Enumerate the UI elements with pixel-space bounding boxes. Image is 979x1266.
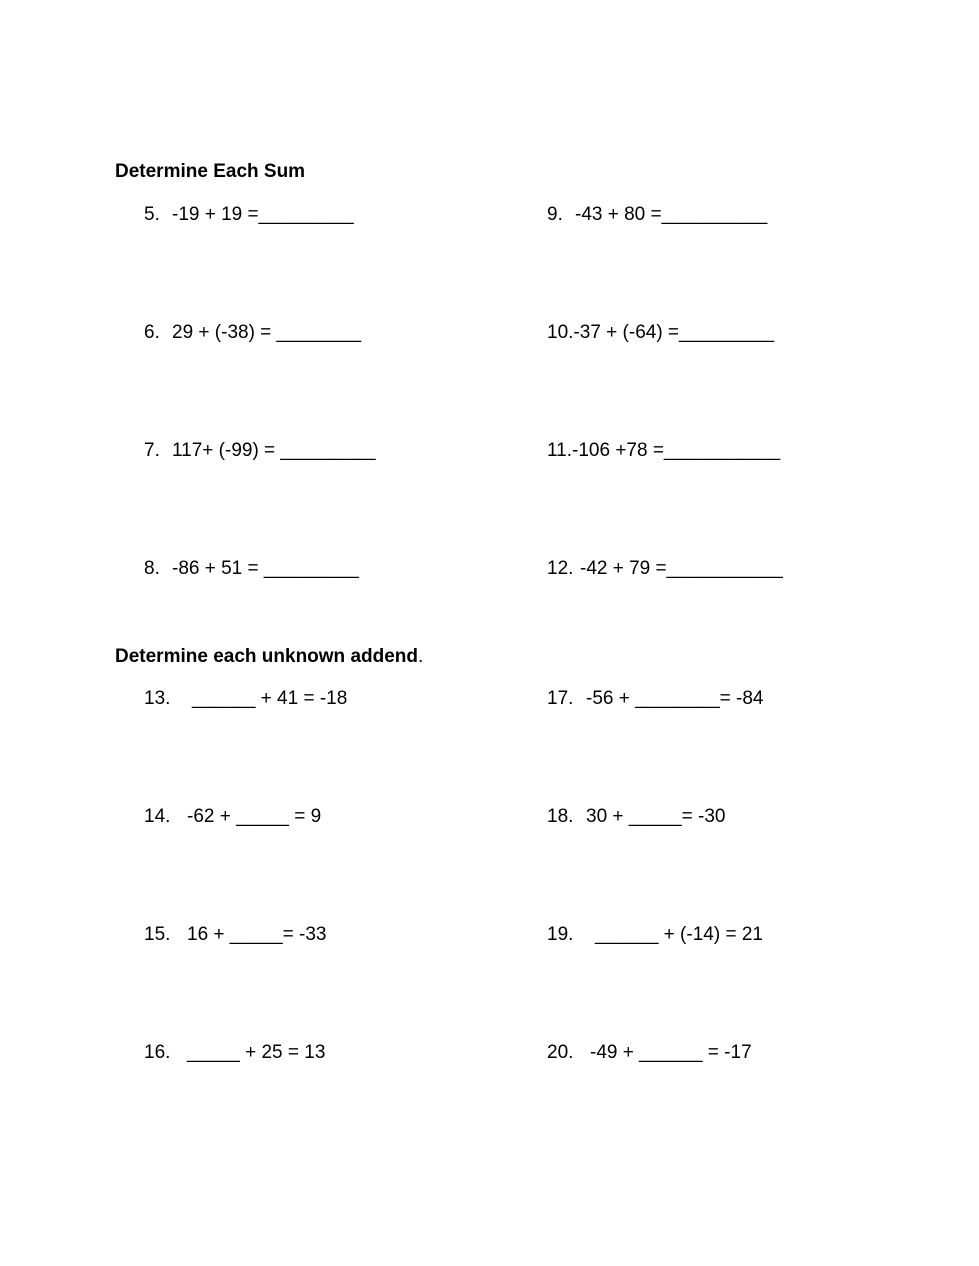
problem-expression: 29 + (-38) = ________ [172,322,362,343]
problem-number: 8. [144,558,160,579]
problem-19 [547,925,763,944]
problem-number: 13. [144,688,171,709]
problem-expression: -43 + 80 =__________ [575,204,768,225]
problem-expression: ______ + 41 = -18 [192,688,348,709]
problem-number: 15. [144,924,171,945]
heading-text: Determine each unknown addend [115,646,418,667]
problem-expression: -106 +78 =___________ [572,440,781,461]
problem-8 [144,559,359,578]
problem-7 [144,441,376,460]
problem-expression: -49 + ______ = -17 [590,1042,752,1063]
problem-number: 20. [547,1042,574,1063]
problem-17 [547,689,764,708]
problem-number: 19. [547,924,574,945]
problem-number: 9. [547,204,563,225]
problem-number: 12. [547,558,574,579]
problem-15 [144,925,326,944]
problem-expression: -86 + 51 = _________ [172,558,360,579]
problem-number: 17. [547,688,574,709]
problem-12 [547,559,783,578]
problem-number: 6. [144,322,160,343]
problem-expression: 117+ (-99) = _________ [172,440,376,461]
problem-number: 10. [547,322,574,343]
problem-9 [547,205,767,224]
problem-expression: -19 + 19 =_________ [172,204,354,225]
problem-expression: 30 + _____= -30 [586,806,726,827]
section-heading-sums [115,162,305,181]
problem-expression: 16 + _____= -33 [187,924,327,945]
problem-number: 14. [144,806,171,827]
problem-11 [547,441,780,460]
heading-text: Determine Each Sum [115,161,306,182]
problem-6 [144,323,361,342]
problem-number: 7. [144,440,160,461]
problem-expression: -37 + (-64) =_________ [573,322,775,343]
problem-number: 11. [547,440,573,461]
problem-13 [144,689,347,708]
problem-14 [144,807,321,826]
problem-16 [144,1043,325,1062]
problem-expression: -42 + 79 =___________ [580,558,783,579]
heading-suffix: . [418,646,424,667]
problem-expression: -56 + ________= -84 [586,688,764,709]
problem-10 [547,323,774,342]
problem-number: 18. [547,806,574,827]
problem-expression: -62 + _____ = 9 [187,806,322,827]
problem-expression: _____ + 25 = 13 [187,1042,326,1063]
problem-18 [547,807,725,826]
section-heading-addends [115,647,423,666]
problem-expression: ______ + (-14) = 21 [595,924,763,945]
problem-number: 16. [144,1042,171,1063]
problem-5 [144,205,354,224]
problem-20 [547,1043,752,1062]
problem-number: 5. [144,204,160,225]
